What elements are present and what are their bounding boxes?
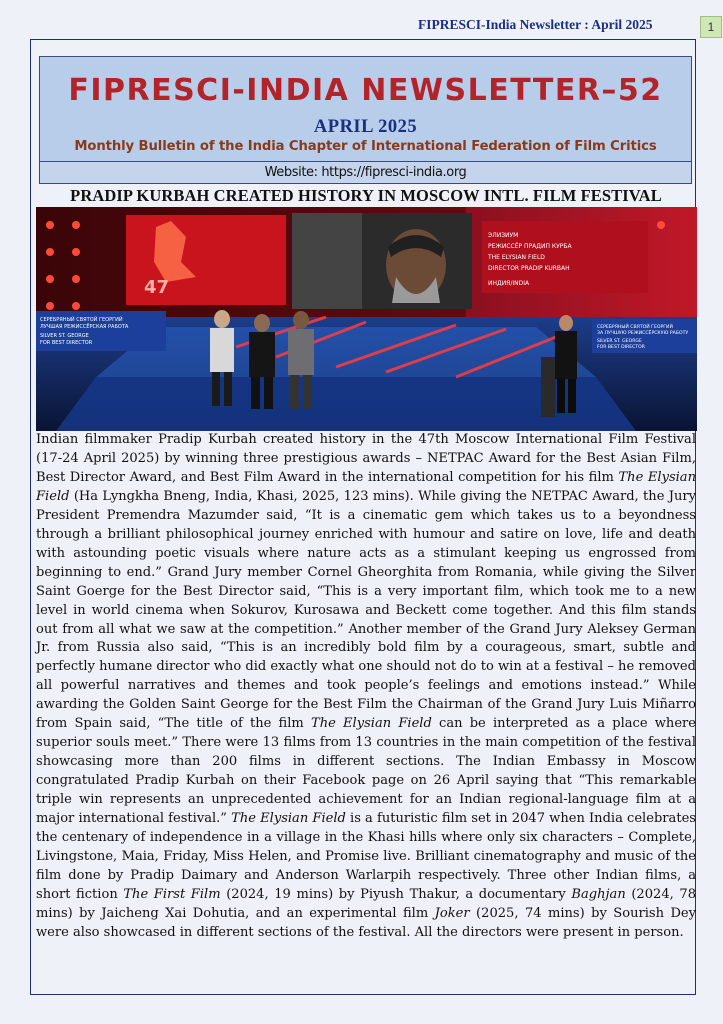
article-text-run: (2024, 78 mins) by Jaicheng Xai Dohutia, and an experimental film: [36, 886, 697, 921]
page-number: 1: [700, 16, 722, 38]
svg-text:ИНДИЯ/INDIA: ИНДИЯ/INDIA: [488, 280, 530, 287]
running-header: FIPRESCI-India Newsletter : April 2025: [418, 17, 653, 32]
newsletter-subtitle: Monthly Bulletin of the India Chapter of International Federation of Film Critics: [74, 139, 657, 154]
svg-text:СЕРЕБРЯНЫЙ СВЯТОЙ ГЕОРГИЙ: СЕРЕБРЯНЫЙ СВЯТОЙ ГЕОРГИЙ: [40, 317, 123, 323]
film-title: The First Film: [123, 886, 221, 902]
issue-date: APRIL 2025: [313, 117, 418, 137]
svg-text:SILVER ST. GEORGE: SILVER ST. GEORGE: [40, 333, 89, 339]
article-text-run: (Ha Lyngkha Bneng, India, Khasi, 2025, 123 mins). While giving the NETPAC Award, the Jury President Premendra Mazumder said, “It is a cinematic gem which takes us to a beyondness through a brilliant philosophical journey enriched with humour and satire on love, life and death with astounding poetic visuals where nature acts as a stimulant keeping us engrossed from beginning to end.” Grand Jury member Cornel Gheorghita from Romania, while giving the Silver Saint Goerge for the Best Director said, “This is a very important film, which took me to a new level in world cinema when Sokurov, Kurosawa and Beckett come together. And this film stands out from all what we saw at the competition.” Another member of the Grand Jury Aleksey German Jr. from Russia also said, “This is an incredibly bold film by a courageous, smart, subtle and perfectly humane director who did exactly what one should not do to win at a festival – he removed all powerful narratives and themes and took people’s feelings and emotions instead.” While awarding the Golden Saint George for the Best Film the Chairman of the Grand Jury Luis Miñarro from Spain said, “The title of the film: [36, 488, 696, 732]
svg-text:DIRECTOR PRADIP KURBAH: DIRECTOR PRADIP KURBAH: [488, 265, 570, 272]
svg-text:ЛУЧШАЯ РЕЖИССЁРСКАЯ РАБОТА: ЛУЧШАЯ РЕЖИССЁРСКАЯ РАБОТА: [40, 324, 129, 330]
svg-text:THE ELYSIAN FIELD: THE ELYSIAN FIELD: [488, 254, 545, 261]
masthead: [39, 56, 692, 162]
svg-text:FOR BEST DIRECTOR: FOR BEST DIRECTOR: [40, 340, 93, 346]
film-title: The Elysian Field: [311, 716, 432, 732]
svg-text:ЭЛИЗИУМ: ЭЛИЗИУМ: [488, 232, 519, 239]
article-text-run: can be interpreted as a place where superior souls meet.” There were 13 films from 13 countries in the main competition of the festival showcasing more than 200 films in different sections. The Indian Embassy in Moscow congratulated Pradip Kurbah on their Facebook page on 26 April saying that “This remarkable triple win represents an unprecedented achievement for an Indian regional-language film at a major international festival.”: [36, 716, 697, 827]
website-link[interactable]: https://fipresci-india.org: [321, 165, 467, 180]
ceremony-photo-illustration: [36, 207, 697, 431]
svg-text:СЕРЕБРЯНЫЙ СВЯТОЙ ГЕОРГИЙ: СЕРЕБРЯНЫЙ СВЯТОЙ ГЕОРГИЙ: [597, 325, 673, 330]
article-headline: PRADIP KURBAH CREATED HISTORY IN MOSCOW INTL. FILM FESTIVAL: [70, 186, 662, 205]
film-title: The Elysian Field: [36, 469, 696, 504]
svg-text:РЕЖИССЁР ПРАДИП КУРБА: РЕЖИССЁР ПРАДИП КУРБА: [488, 243, 572, 250]
svg-text:ЗА ЛУЧШУЮ РЕЖИССЁРСКУЮ РАБОТУ: ЗА ЛУЧШУЮ РЕЖИССЁРСКУЮ РАБОТУ: [597, 331, 689, 336]
article-text-run: is a futuristic film set in 2047 when India celebrates the centenary of independence in a village in the Khasi hills where only six characters – Complete, Livingstone, Maia, Friday, Miss Helen, and Promise live. Brilliant cinematography and music of the film done by Pradip Daimary and Anderson Warlarpih respectively. Three other Indian films, a short fiction: [36, 811, 696, 902]
newsletter-title: FIPRESCI-INDIA NEWSLETTER–52: [68, 73, 663, 108]
article-body: [36, 431, 696, 943]
article-paragraph: [36, 431, 696, 943]
film-title: The Elysian Field: [231, 811, 346, 827]
article-text-run: (2024, 19 mins) by Piyush Thakur, a documentary: [220, 886, 572, 902]
film-title: Baghjan: [571, 886, 626, 902]
website-label: Website:: [264, 165, 318, 180]
svg-text:FOR BEST DIRECTOR: FOR BEST DIRECTOR: [597, 345, 645, 350]
article-text-run: Indian filmmaker Pradip Kurbah created history in the 47th Moscow International Film Festival (17-24 April 2025) by winning three prestigious awards – NETPAC Award for the Best Asian Film, Best Director Award, and Best Film Award in the international competition for his film: [36, 432, 696, 485]
award-ceremony-photo: [36, 207, 697, 431]
article-text-run: (2025, 74 mins) by Sourish Dey were also showcased in different sections of the festival. All the directors were present in person.: [36, 905, 696, 940]
film-title: Joker: [434, 905, 470, 921]
website-bar: [39, 162, 692, 184]
festival-number: 47: [144, 277, 170, 298]
svg-text:SILVER ST. GEORGE: SILVER ST. GEORGE: [597, 339, 642, 344]
